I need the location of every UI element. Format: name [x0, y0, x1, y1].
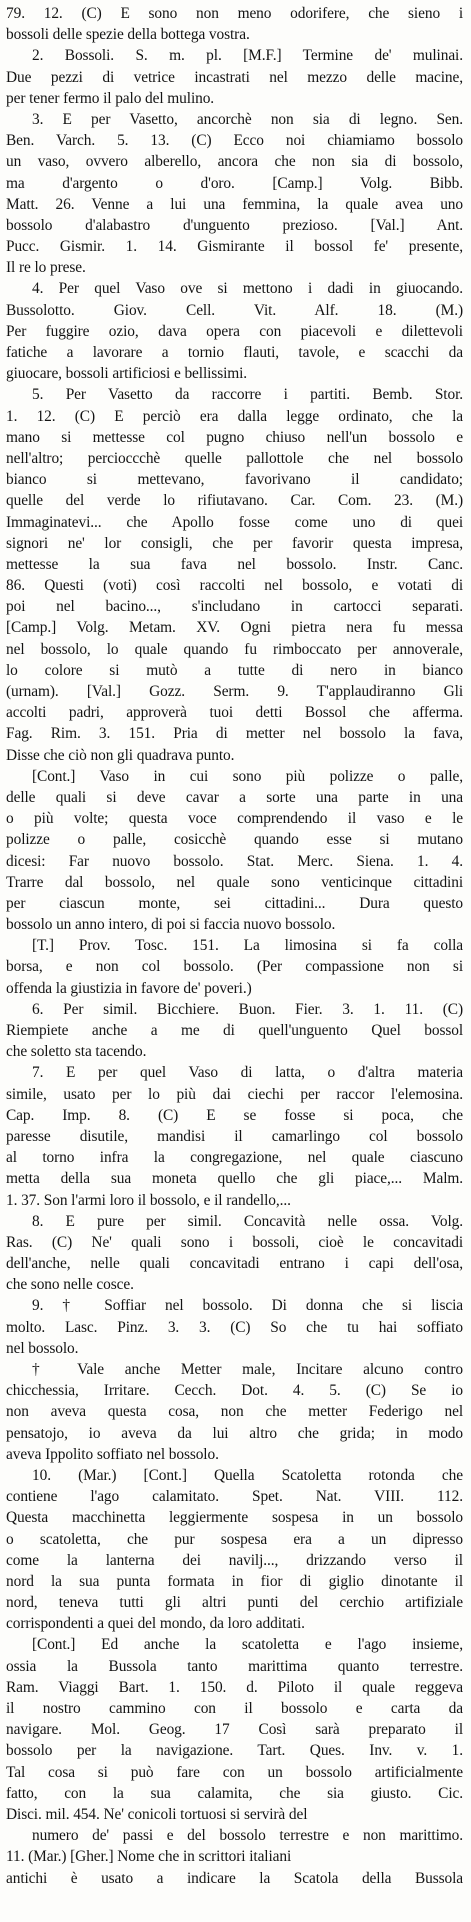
- text-line: 86. Questi (voti) così raccolti nel bossolo, e votati di: [6, 577, 463, 595]
- text-line: 3. E per Vasetto, ancorchè non sia di legno. Sen.: [32, 110, 463, 128]
- text-line: non aveva questa cosa, non che metter Federigo nel: [6, 1403, 463, 1421]
- text-line: signori ne' lor consigli, che per favorir questa impresa,: [6, 534, 463, 552]
- text-line: antichi è usato a indicare la Scatola della Bussola: [6, 1869, 463, 1887]
- text-line: bossolo per la navigazione. Tart. Ques. Inv. v. 1.: [6, 1742, 463, 1760]
- text-line: bossoli delle spezie della bottega vostra.: [6, 26, 250, 44]
- text-line: 6. Per simil. Bicchiere. Buon. Fier. 3. 1. 11. (C): [32, 1000, 463, 1018]
- text-line: nel bossolo, lo quale quando fu rimboccato per annoverale,: [6, 640, 463, 658]
- text-line: molto. Lasc. Pinz. 3. 3. (C) So che tu hai soffiato: [6, 1318, 463, 1336]
- text-line: borsa, e non col bossolo. (Per compassione non si: [6, 958, 463, 976]
- text-line: poi nel bacino..., s'includano in cartocci separati.: [6, 598, 463, 616]
- text-line: [Cont.] Vaso in cui sono più polizze o palle,: [32, 767, 463, 785]
- text-line: nell'altro; percioccchè quelle pallottole che nel bossolo: [6, 449, 463, 467]
- text-line: quelle del verde lo rifiutavano. Car. Com. 23. (M.): [6, 492, 463, 510]
- text-line: aveva Ippolito soffiato nel bossolo.: [6, 1445, 219, 1463]
- text-line: ossia la Bussola tanto marittima quanto terrestre.: [6, 1657, 463, 1675]
- text-line: † Vale anche Metter male, Incitare alcuno contro: [32, 1361, 463, 1378]
- text-line: Ram. Viaggi Bart. 1. 150. d. Piloto il quale reggeva: [6, 1678, 463, 1696]
- text-line: un vaso, ovvero alberello, ancora che non sia di bossolo,: [6, 153, 463, 171]
- text-line: 4. Per quel Vaso ove si mettono i dadi in giuocando.: [32, 280, 463, 298]
- text-line: pensatojo, io aveva da lui altro che grida; in modo: [6, 1424, 463, 1442]
- text-line: per tener fermo il palo del mulino.: [6, 89, 215, 107]
- text-line: chicchessia, Irritare. Cecch. Dot. 4. 5. (C) Se io: [6, 1382, 463, 1400]
- text-line: Due pezzi di vetrice incastrati nel mezzo delle macine,: [6, 68, 463, 86]
- text-line: corrispondenti a quei del mondo, da loro additati.: [6, 1615, 305, 1633]
- text-line: bossolo d'alabastro d'unguento prezioso. [Val.] Ant.: [6, 216, 463, 234]
- text-line: (urnam). [Val.] Gozz. Serm. 9. T'applaudiranno Gli: [6, 683, 463, 700]
- text-line: Disse che ciò non gli quadrava punto.: [6, 746, 235, 764]
- text-line: al torno infra la congregazione, nel quale ciascuno: [6, 1149, 463, 1167]
- text-line: 1. 37. Son l'armi loro il bossolo, e il randello,...: [6, 1191, 291, 1209]
- text-line: Fag. Rim. 3. 151. Pria di metter nel bossolo la fava,: [6, 725, 463, 743]
- text-line: Bussolotto. Giov. Cell. Vit. Alf. 18. (M.): [6, 301, 463, 319]
- text-line: Pucc. Gismir. 1. 14. Gismirante il bossol fe' presente,: [6, 238, 463, 256]
- text-line: bianco si mettevano, favorivano il candidato;: [6, 471, 463, 489]
- text-line: Cap. Imp. 8. (C) E se fosse si poca, che: [6, 1106, 463, 1124]
- text-line: nord, teneva tutti gli altri punti del cerchio artifiziale: [6, 1594, 463, 1612]
- text-line: Ras. (C) Ne' quali sono i bossoli, cioè le concavitadi: [6, 1233, 463, 1251]
- text-line: per ciascun monte, sei cittadini... Dura questo: [6, 894, 463, 912]
- text-line: [Camp.] Volg. Metam. XV. Ogni pietra nera fu messa: [6, 619, 463, 637]
- text-line: giuocare, bossoli artificiosi e bellissimi.: [6, 365, 248, 383]
- text-line: lo colore si mutò a tutte di nero in bianco: [6, 661, 463, 679]
- text-line: 79. 12. (C) E sono non meno odorifere, che sieno i: [6, 5, 463, 22]
- text-line: 1. 12. (C) E perciò era dalla legge ordinato, che la: [6, 407, 463, 425]
- text-line: che soletto sta tacendo.: [6, 1043, 147, 1061]
- text-line: o scatoletta, che pur sospesa era a un dipresso: [6, 1530, 463, 1548]
- text-line: che sono nelle cosce.: [6, 1276, 134, 1294]
- text-line: simile, usato per lo più dai ciechi per raccor l'elemosina.: [6, 1085, 463, 1103]
- text-line: navigare. Mol. Geog. 17 Così sarà preparato il: [6, 1721, 463, 1739]
- text-line: fatiche a lavorare a tornio flauti, tavole, e scacchi da: [6, 344, 463, 361]
- text-line: Tal cosa si può fare con un bossolo artificialmente: [6, 1763, 463, 1781]
- text-line: contiene l'ago calamitato. Spet. Nat. VIII. 112.: [6, 1488, 463, 1506]
- text-line: fatto, con la sua calamita, che sia giusto. Cic.: [6, 1784, 463, 1802]
- text-line: 8. E pure per simil. Concavità nelle ossa. Volg.: [32, 1212, 463, 1230]
- text-line: dicesi: Far nuovo bossolo. Stat. Merc. Siena. 1. 4.: [6, 852, 463, 870]
- text-line: 11. (Mar.) [Gher.] Nome che in scrittori italiani: [6, 1848, 292, 1866]
- text-line: 2. Bossoli. S. m. pl. [M.F.] Termine de' mulinai.: [32, 47, 463, 65]
- text-line: Ben. Varch. 5. 13. (C) Ecco noi chiamiamo bossolo: [6, 132, 463, 150]
- text-line: 7. E per quel Vaso di latta, o d'altra materia: [32, 1064, 463, 1082]
- text-line: bossolo un anno intero, di poi si faccia nuovo bossolo.: [6, 916, 336, 934]
- text-line: accolti padri, approverà tuoi detti Bossol che afferma.: [6, 704, 463, 722]
- text-line: mettesse la sua fava nel bossolo. Instr. Canc.: [6, 555, 463, 573]
- text-line: Riempiete anche a me di quell'unguento Quel bossol: [6, 1022, 463, 1039]
- text-line: Matt. 26. Venne a lui una femmina, la quale avea uno: [6, 195, 463, 213]
- text-line: Trarre dal bossolo, nel quale sono venticinque cittadini: [6, 873, 463, 891]
- text-line: o più volte; questa voce comprendendo il vaso e le: [6, 810, 463, 828]
- text-line: Disci. mil. 454. Ne' conicoli tortuosi si servirà del: [6, 1805, 308, 1823]
- text-line: paresse disutile, mandisi il camarlingo col bossolo: [6, 1127, 463, 1145]
- text-line: nord la sua punta formata in fior di giglio dinotante il: [6, 1572, 463, 1590]
- text-line: Immaginatevi... che Apollo fosse come uno di quei: [6, 513, 463, 531]
- text-line: Questa macchinetta leggiermente sospesa in un bossolo: [6, 1509, 463, 1527]
- text-line: Il re lo prese.: [6, 259, 86, 277]
- text-line: [Cont.] Ed anche la scatoletta e l'ago insieme,: [32, 1636, 463, 1654]
- text-line: metta della sua moneta quello che gli piace,... Malm.: [6, 1170, 463, 1188]
- text-line: polizze o palle, cosicchè quando esse si mutano: [6, 831, 463, 849]
- text-line: offenda la giustizia in favore de' poveri.): [6, 979, 252, 997]
- text-line: numero de' passi e del bossolo terrestre e non marittimo.: [32, 1827, 463, 1845]
- text-line: 10. (Mar.) [Cont.] Quella Scatoletta rotonda che: [32, 1466, 463, 1484]
- text-line: [T.] Prov. Tosc. 151. La limosina si fa colla: [32, 937, 463, 955]
- text-line: 5. Per Vasetto da raccorre i partiti. Bemb. Stor.: [32, 386, 463, 404]
- text-line: 9. † Soffiar nel bossolo. Di donna che si liscia: [32, 1297, 463, 1315]
- text-line: nel bossolo.: [6, 1339, 79, 1357]
- text-line: delle quali si deve cavar a sorte una parte in una: [6, 788, 463, 806]
- text-line: Per fuggire ozio, dava opera con piacevoli e dilettevoli: [6, 322, 463, 340]
- text-line: ma d'argento o d'oro. [Camp.] Volg. Bibb.: [6, 174, 463, 192]
- text-line: mano si mettesse col pugno chiuso nell'un bossolo e: [6, 428, 463, 446]
- text-line: come la lanterna dei navilj..., drizzando verso il: [6, 1551, 463, 1569]
- text-line: il nostro cammino con il bossolo e carta da: [6, 1700, 463, 1717]
- text-line: dell'anche, nelle quali concavitadi entrano i capi dell'osa,: [6, 1255, 463, 1273]
